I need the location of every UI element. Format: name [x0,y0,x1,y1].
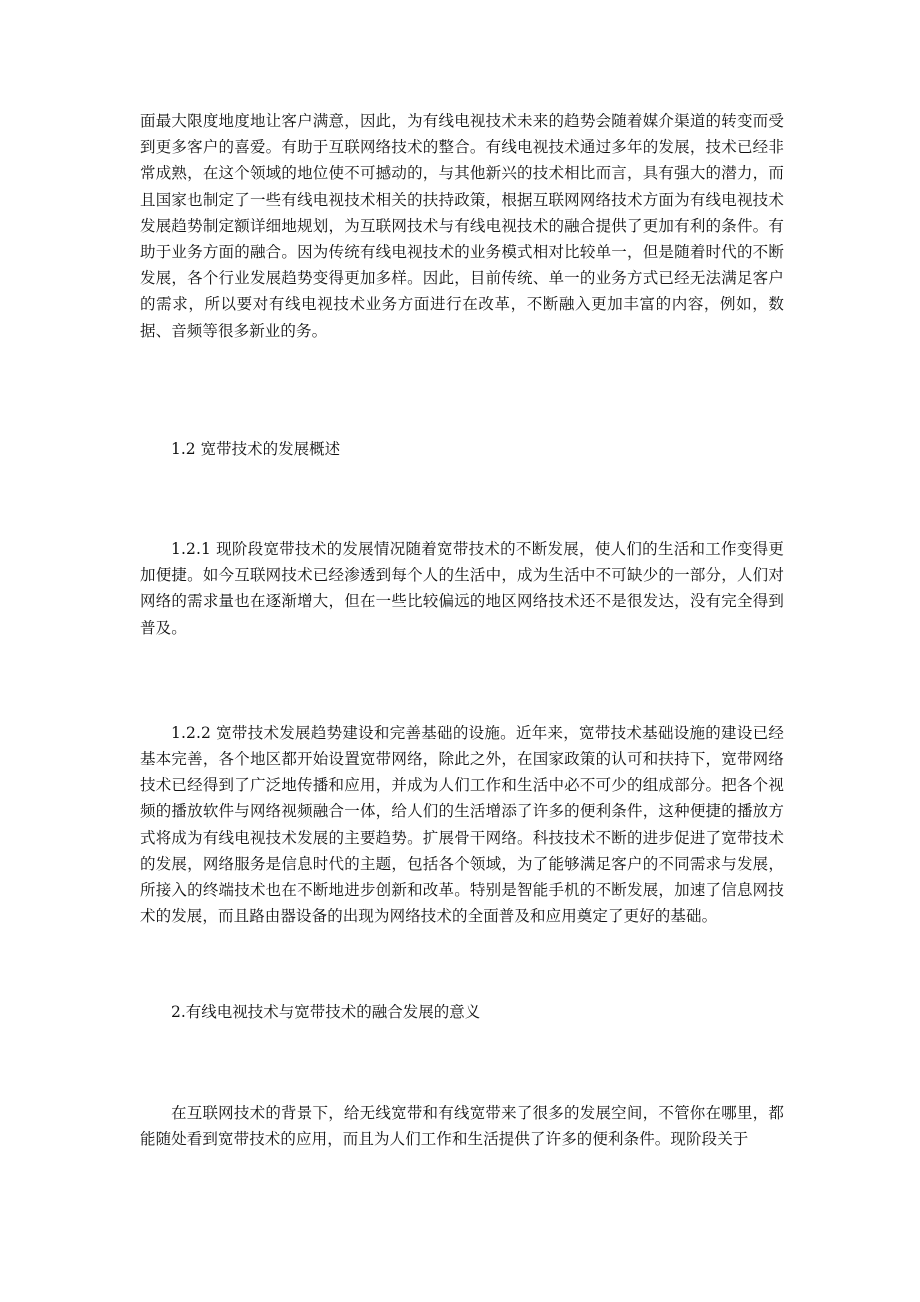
intro-paragraph: 面最大限度地度地让客户满意，因此，为有线电视技术未来的趋势会随着媒介渠道的转变而受到更多客户的喜爱。有助于互联网络技术的整合。有线电视技术通过多年的发展，技术已经非常成熟，在这个领域的地位使不可撼动的，与其他新兴的技术相比而言，具有强大的潜力，而且国家也制定了一些有线电视技术相关的扶持政策，根据互联网网络技术方面为有线电视技术发展趋势制定额详细地规划，为互联网技术与有线电视技术的融合提供了更加有利的条件。有助于业务方面的融合。因为传统有线电视技术的业务模式相对比较单一，但是随着时代的不断发展，各个行业发展趋势变得更加多样。因此，目前传统、单一的业务方式已经无法满足客户的需求，所以要对有线电视技术业务方面进行在改革，不断融入更加丰富的内容，例如，数据、音频等很多新业的务。 [140,112,784,340]
section-1-2-heading: 1.2 宽带技术的发展概述 [171,439,341,458]
spacer [140,462,784,536]
section-1-2-1-paragraph: 1.2.1 现阶段宽带技术的发展情况随着宽带技术的不断发展，使人们的生活和工作变得更加便捷。如今互联网技术已经渗透到每个人的生活中，成为生活中不可缺少的一部分，人们对网络的需求量也在逐渐增大，但在一些比较偏远的地区网络技术还不是很发达，没有完全得到普及。 [140,540,784,637]
section-2-heading: 2.有线电视技术与宽带技术的融合发展的意义 [171,1003,481,1022]
spacer [140,1026,784,1100]
section-1-2-2-paragraph: 1.2.2 宽带技术发展趋势建设和完善基础的设施。近年来，宽带技术基础设施的建设已经基本完善，各个地区都开始设置宽带网络，除此之外，在国家政策的认可和扶持下，宽带网络技术已经得到了广泛地传播和应用，并成为人们工作和生活中必不可少的组成部分。把各个视频的播放软件与网络视频融合一体，给人们的生活增添了许多的便利条件，这种便捷的播放方式将成为有线电视技术发展的主要趋势。扩展骨干网络。科技技术不断的进步促进了宽带技术的发展，网络服务是信息时代的主题，包括各个领域，为了能够满足客户的不同需求与发展，所接入的终端技术也在不断地进步创新和改革。特别是智能手机的不断发展，加速了信息网技术的发展，而且路由器设备的出现为网络技术的全面普及和应用奠定了更好的基础。 [140,723,784,926]
spacer [140,344,784,436]
document-page [140,108,784,1152]
spacer [140,641,784,720]
section-2-paragraph: 在互联网技术的背景下，给无线宽带和有线宽带来了很多的发展空间，不管你在哪里，都能随处看到宽带技术的应用，而且为人们工作和生活提供了许多的便利条件。现阶段关于 [140,1103,784,1148]
spacer [140,929,784,999]
